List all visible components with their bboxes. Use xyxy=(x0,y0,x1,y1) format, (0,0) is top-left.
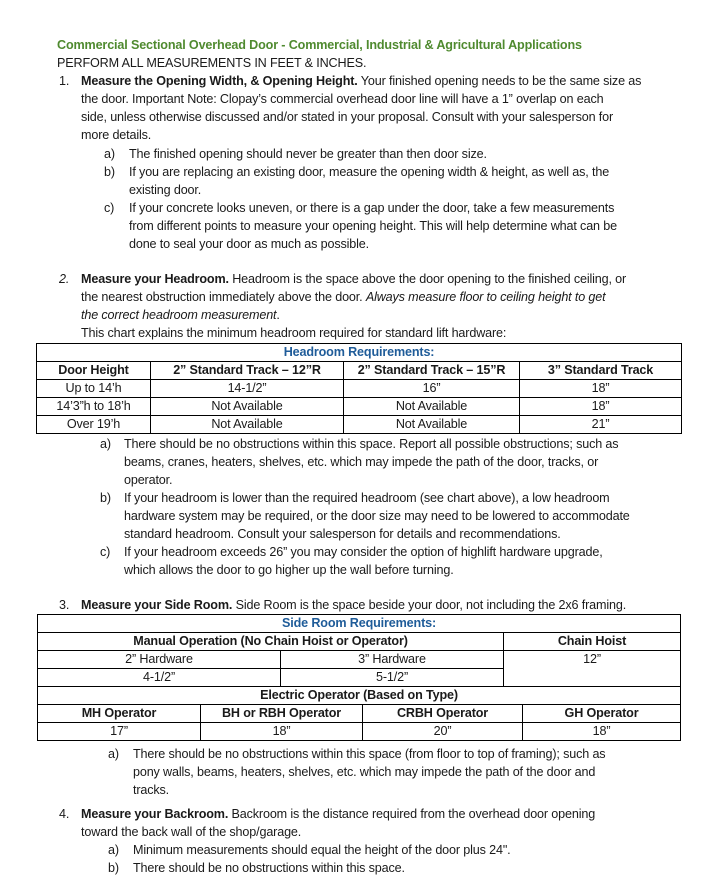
section-text: more details. xyxy=(81,128,152,142)
table-row xyxy=(37,398,682,416)
table-caption: Side Room Requirements: xyxy=(38,615,681,633)
list-marker: b) xyxy=(108,861,119,875)
section-line xyxy=(81,306,280,324)
punctuation: . xyxy=(276,308,280,322)
list-item-text: which allows the door to go higher up the wall before turning. xyxy=(124,563,454,577)
list-marker: a) xyxy=(108,747,119,761)
headroom-table xyxy=(36,343,682,434)
list-item-text: If you are replacing an existing door, measure the opening width & height, as well as, the xyxy=(129,165,610,179)
section-heading: Measure your Headroom. xyxy=(81,272,229,286)
table-header-row xyxy=(38,687,681,705)
table-cell: 18” xyxy=(520,398,682,416)
table-caption: Headroom Requirements: xyxy=(37,344,682,362)
electric-operator-header: Electric Operator (Based on Type) xyxy=(38,687,681,705)
section-number: 4. xyxy=(59,807,70,821)
chart-intro: This chart explains the minimum headroom required for standard lift hardware: xyxy=(81,326,507,340)
column-header: BH or RBH Operator xyxy=(201,705,363,723)
table-row xyxy=(37,380,682,398)
section-text: side, unless otherwise discussed and/or stated in your proposal. Consult with your salesperson for xyxy=(81,110,614,124)
table-cell: 14-1/2” xyxy=(151,380,344,398)
table-cell: Up to 14’h xyxy=(37,380,151,398)
side-room-table xyxy=(37,614,681,741)
column-header: GH Operator xyxy=(523,705,681,723)
column-header: 2” Standard Track – 12”R xyxy=(151,362,344,380)
list-item-text: If your concrete looks uneven, or there is a gap under the door, take a few measurements xyxy=(129,201,615,215)
section-text: Headroom is the space above the door opening to the finished ceiling, or xyxy=(228,272,627,286)
section-italic-text: the correct headroom measurement xyxy=(81,308,277,322)
table-row xyxy=(38,651,681,669)
list-marker: c) xyxy=(104,201,115,215)
table-row xyxy=(38,723,681,741)
section-line xyxy=(81,805,595,823)
table-caption-row xyxy=(37,344,682,362)
table-cell: 18” xyxy=(520,380,682,398)
table-cell: Over 19’h xyxy=(37,416,151,434)
table-cell: 3” Hardware xyxy=(281,651,504,669)
list-item-text: If your headroom is lower than the required headroom (see chart above), a low headroom xyxy=(124,491,610,505)
table-caption-row xyxy=(38,615,681,633)
list-item-text: There should be no obstructions within this space. xyxy=(133,861,405,875)
table-cell: Not Available xyxy=(344,398,520,416)
list-item-text: pony walls, beams, heaters, shelves, etc. which may impede the path of the door and xyxy=(133,765,596,779)
section-text: the door. Important Note: Clopay’s commercial overhead door line will have a 1” overlap on each xyxy=(81,92,604,106)
table-header-row xyxy=(38,705,681,723)
table-cell: 5-1/2” xyxy=(281,669,504,687)
column-header: 2” Standard Track – 15”R xyxy=(344,362,520,380)
section-line xyxy=(81,72,641,90)
column-header: Door Height xyxy=(37,362,151,380)
document-title: Commercial Sectional Overhead Door - Commercial, Industrial & Agricultural Applications xyxy=(57,38,582,52)
list-item-text: There should be no obstructions within this space (from floor to top of framing); such as xyxy=(133,747,606,761)
table-cell: 17” xyxy=(38,723,201,741)
list-item-text: operator. xyxy=(124,473,173,487)
table-cell: 4-1/2” xyxy=(38,669,281,687)
list-marker: a) xyxy=(104,147,115,161)
section-line xyxy=(81,596,626,614)
section-heading: Measure your Side Room. xyxy=(81,598,233,612)
table-cell: 21” xyxy=(520,416,682,434)
list-item-text: standard headroom. Consult your salesperson for details and recommendations. xyxy=(124,527,561,541)
manual-operation-header: Manual Operation (No Chain Hoist or Operator) xyxy=(38,633,504,651)
section-text: the nearest obstruction immediately above the door. xyxy=(81,290,366,304)
table-cell: 20” xyxy=(363,723,523,741)
list-marker: b) xyxy=(100,491,111,505)
list-item-text: beams, cranes, heaters, shelves, etc. which may impede the path of the door, tracks, or xyxy=(124,455,599,469)
list-item-text: If your headroom exceeds 26” you may consider the option of highlift hardware upgrade, xyxy=(124,545,603,559)
document-subtitle: PERFORM ALL MEASUREMENTS IN FEET & INCHES. xyxy=(57,56,367,70)
table-cell: Not Available xyxy=(151,398,344,416)
list-marker: c) xyxy=(100,545,111,559)
table-row xyxy=(37,416,682,434)
table-cell: 16” xyxy=(344,380,520,398)
list-item-text: Minimum measurements should equal the height of the door plus 24". xyxy=(133,843,511,857)
list-item-text: The finished opening should never be greater than then door size. xyxy=(129,147,487,161)
table-cell: Not Available xyxy=(344,416,520,434)
list-marker: a) xyxy=(108,843,119,857)
section-text: toward the back wall of the shop/garage. xyxy=(81,825,302,839)
column-header: CRBH Operator xyxy=(363,705,523,723)
table-cell: 2” Hardware xyxy=(38,651,281,669)
list-item-text: existing door. xyxy=(129,183,202,197)
section-heading: Measure your Backroom. xyxy=(81,807,229,821)
section-text: Backroom is the distance required from the overhead door opening xyxy=(228,807,596,821)
list-item-text: done to seal your door as much as possible. xyxy=(129,237,369,251)
section-heading: Measure the Opening Width, & Opening Height. xyxy=(81,74,358,88)
section-line xyxy=(81,288,606,306)
table-cell: Not Available xyxy=(151,416,344,434)
table-header-row xyxy=(37,362,682,380)
section-number: 2. xyxy=(59,272,70,286)
section-number: 3. xyxy=(59,598,70,612)
list-item-text: from different points to measure your opening height. This will help determine what can be xyxy=(129,219,617,233)
list-marker: a) xyxy=(100,437,111,451)
section-number: 1. xyxy=(59,74,70,88)
chain-hoist-header: Chain Hoist xyxy=(504,633,681,651)
list-marker: b) xyxy=(104,165,115,179)
column-header: 3” Standard Track xyxy=(520,362,682,380)
section-line xyxy=(81,270,626,288)
list-item-text: hardware system may be required, or the door size may need to be lowered to accommodate xyxy=(124,509,630,523)
table-cell: 18” xyxy=(523,723,681,741)
list-item-text: tracks. xyxy=(133,783,170,797)
section-text: Side Room is the space beside your door, not including the 2x6 framing. xyxy=(232,598,627,612)
chain-hoist-value: 12” xyxy=(504,651,681,687)
list-item-text: There should be no obstructions within this space. Report all possible obstructions; such as xyxy=(124,437,619,451)
table-cell: 18” xyxy=(201,723,363,741)
section-text: Your finished opening needs to be the same size as xyxy=(357,74,642,88)
table-header-row xyxy=(38,633,681,651)
table-cell: 14’3”h to 18’h xyxy=(37,398,151,416)
column-header: MH Operator xyxy=(38,705,201,723)
section-italic-text: Always measure floor to ceiling height to get xyxy=(365,290,606,304)
